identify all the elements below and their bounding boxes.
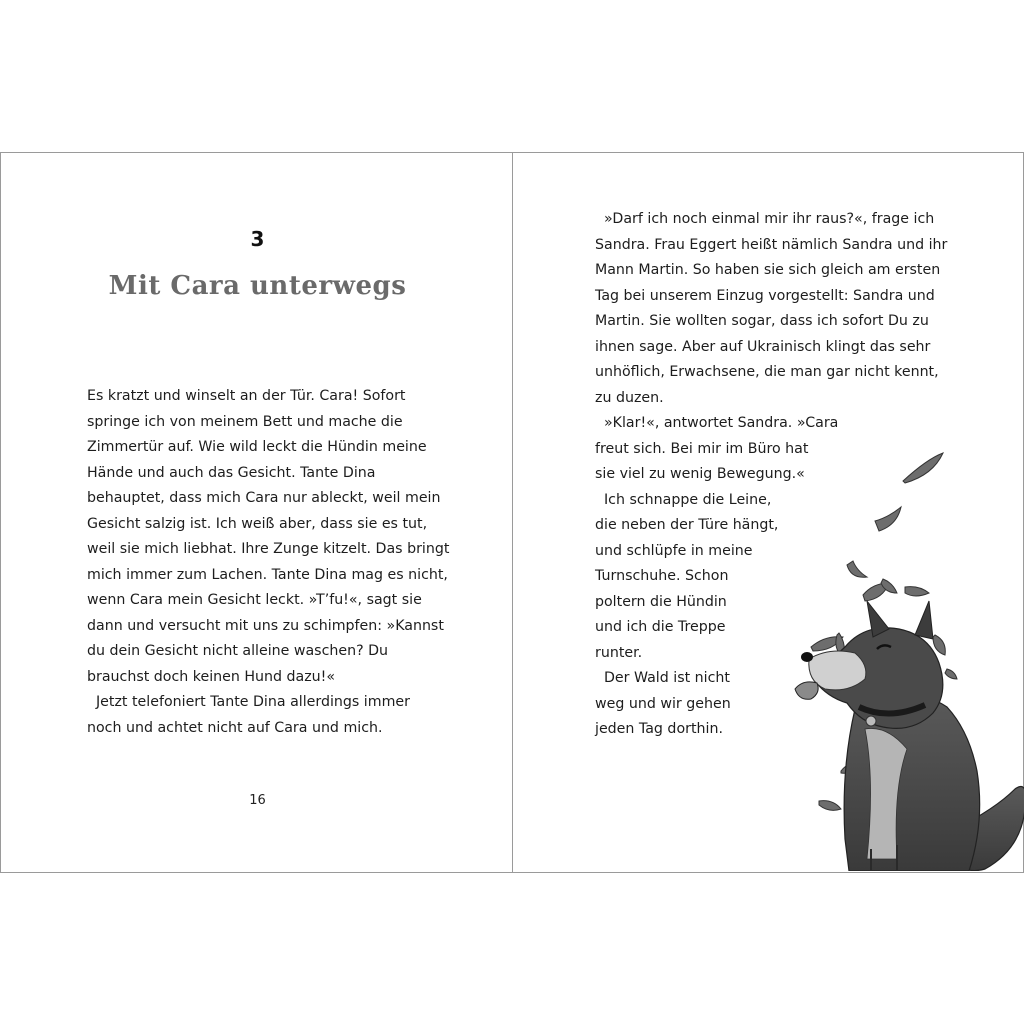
chapter-title: Mit Cara unterwegs — [108, 271, 407, 301]
left-page — [0, 153, 513, 872]
text-line: ihnen sage. Aber auf Ukrainisch klingt das sehr — [595, 338, 931, 355]
text-line: weil sie mich liebhat. Ihre Zunge kitzelt. Das bringt — [87, 541, 450, 557]
text-line: Ich schnappe die Leine, — [604, 491, 772, 508]
text-line: noch und achtet nicht auf Cara und mich. — [87, 719, 383, 736]
text-line: die neben der Türe hängt, — [595, 517, 779, 533]
text-line: weg und wir gehen — [595, 695, 731, 712]
text-line: Es kratzt und winselt an der Tür. Cara! Sofort — [87, 388, 406, 404]
text-line: und ich die Treppe — [595, 619, 726, 635]
text-line: Sandra. Frau Eggert heißt nämlich Sandra und ihr — [595, 236, 948, 253]
text-line: Turnschuhe. Schon — [595, 568, 729, 584]
right-page — [513, 153, 1024, 872]
text-line: springe ich von meinem Bett und mache die — [87, 413, 403, 430]
text-line: brauchst doch keinen Hund dazu!« — [87, 668, 336, 685]
page-number: 16 — [249, 793, 266, 808]
text-line: jeden Tag dorthin. — [595, 721, 723, 737]
text-line: wenn Cara mein Gesicht leckt. »T’fu!«, sagt sie — [87, 592, 422, 608]
text-line: sie viel zu wenig Bewegung.« — [595, 466, 805, 482]
text-line: »Darf ich noch einmal mir ihr raus?«, frage ich — [604, 211, 935, 227]
text-line: mich immer zum Lachen. Tante Dina mag es nicht, — [87, 566, 448, 583]
text-line: Hände und auch das Gesicht. Tante Dina — [87, 464, 376, 481]
text-line: du dein Gesicht nicht alleine waschen? Du — [87, 643, 389, 659]
text-line: runter. — [595, 644, 643, 661]
text-line: Tag bei unserem Einzug vorgestellt: Sandra und — [595, 287, 935, 304]
text-line: zu duzen. — [595, 389, 664, 406]
text-line: »Klar!«, antwortet Sandra. »Cara — [604, 415, 839, 431]
text-line: dann und versucht mit uns zu schimpfen: »Kannst — [87, 617, 444, 634]
text-line: Der Wald ist nicht — [604, 670, 730, 686]
chapter-number: 3 — [250, 227, 265, 251]
text-line: Zimmertür auf. Wie wild leckt die Hündin meine — [87, 439, 427, 455]
text-line: behauptet, dass mich Cara nur ableckt, weil mein — [87, 490, 441, 506]
book-spread — [0, 152, 1024, 873]
text-line: Jetzt telefoniert Tante Dina allerdings immer — [96, 694, 410, 710]
text-line: freut sich. Bei mir im Büro hat — [595, 440, 809, 457]
text-line: unhöflich, Erwachsene, die man gar nicht kennt, — [595, 364, 939, 380]
text-line: Gesicht salzig ist. Ich weiß aber, dass sie es tut, — [87, 515, 428, 532]
text-line: und schlüpfe in meine — [595, 542, 753, 559]
dog-illustration — [785, 449, 1024, 871]
text-line: poltern die Hündin — [595, 593, 727, 610]
text-line: Martin. Sie wollten sogar, dass ich sofort Du zu — [595, 313, 929, 329]
text-line: Mann Martin. So haben sie sich gleich am ersten — [595, 262, 941, 278]
